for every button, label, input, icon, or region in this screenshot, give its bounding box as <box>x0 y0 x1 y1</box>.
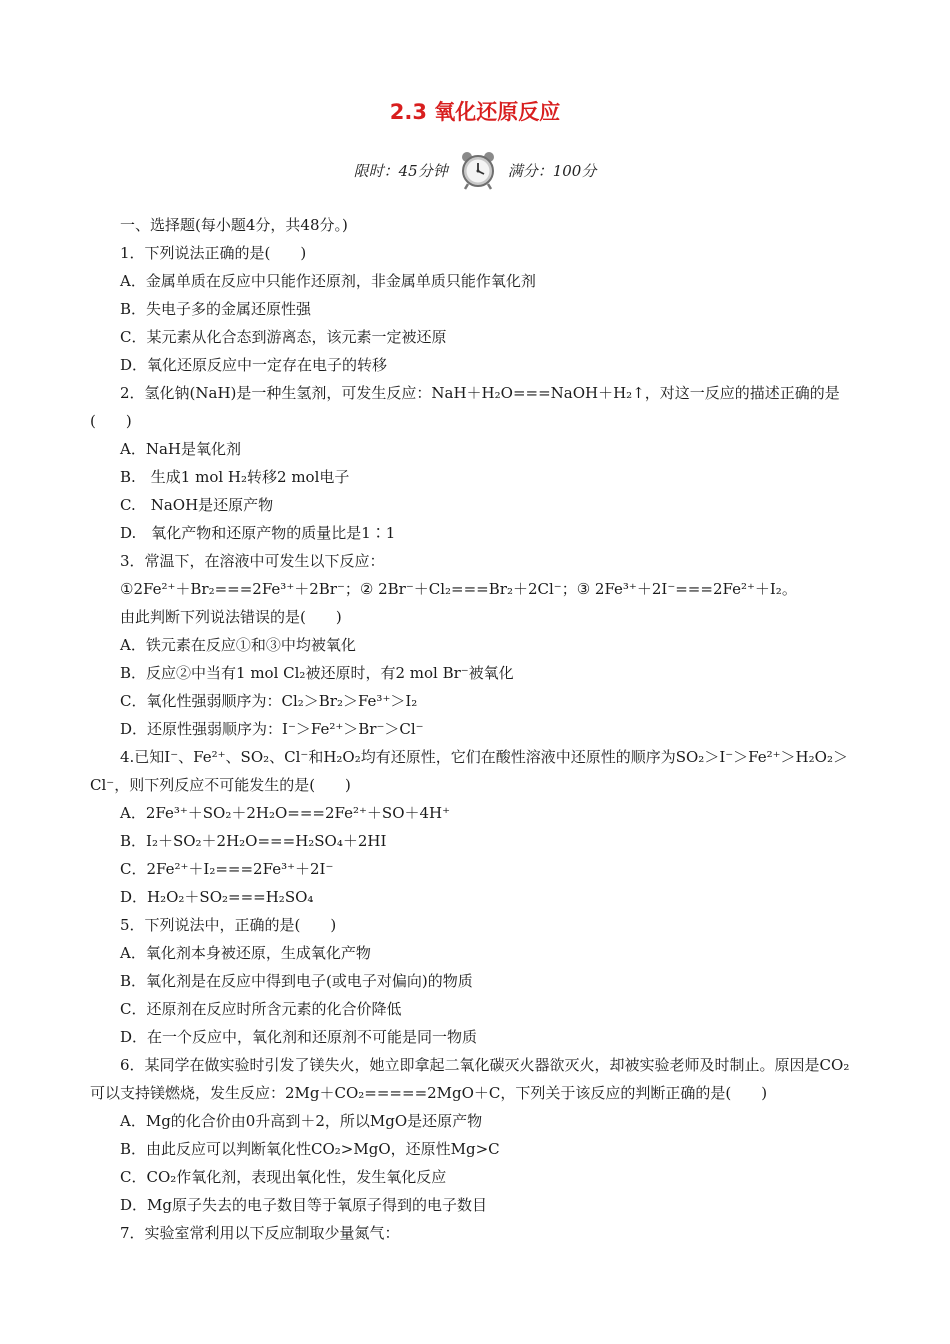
section-heading: 一、选择题(每小题4分，共48分。) <box>120 216 348 234</box>
reaction-equations: ①2Fe²⁺＋Br₂===2Fe³⁺＋2Br⁻；② 2Br⁻＋Cl₂===Br₂＋2Cl⁻；③ 2Fe³⁺＋2I⁻===2Fe²⁺＋I₂。 <box>120 580 797 598</box>
option-d: D. 氧化产物和还原产物的质量比是1∶1 <box>120 524 396 542</box>
alarm-clock-icon <box>458 150 498 190</box>
option-c: C．某元素从化合态到游离态，该元素一定被还原 <box>120 328 447 346</box>
option-d: D．还原性强弱顺序为：I⁻＞Fe²⁺＞Br⁻＞Cl⁻ <box>120 720 424 738</box>
option-b: B．反应②中当有1 mol Cl₂被还原时，有2 mol Br⁻被氧化 <box>120 664 514 682</box>
option-b: B．氧化剂是在反应中得到电子(或电子对偏向)的物质 <box>120 972 473 990</box>
question-stem: 5．下列说法中，正确的是( ) <box>120 916 337 934</box>
question-stem: 6．某同学在做实验时引发了镁失火，她立即拿起二氧化碳灭火器欲灭火，却被实验老师及时制止。原因是CO₂可以支持镁燃烧，发生反应：2Mg＋CO₂=====2MgO＋C，下列关于该反应的判断正确的是( ) <box>90 1056 850 1102</box>
question-prompt: 由此判断下列说法错误的是( ) <box>120 608 342 626</box>
option-a: A．NaH是氧化剂 <box>120 440 241 458</box>
option-a: A．Mg的化合价由0升高到＋2，所以MgO是还原产物 <box>120 1112 483 1130</box>
option-d: D．Mg原子失去的电子数目等于氧原子得到的电子数目 <box>120 1196 487 1214</box>
question-list <box>90 211 860 1247</box>
option-a: A．2Fe³⁺＋SO₂＋2H₂O===2Fe²⁺＋SO＋4H⁺ <box>120 804 451 822</box>
option-b: B．I₂＋SO₂＋2H₂O===H₂SO₄＋2HI <box>120 832 387 850</box>
question-stem: 2．氢化钠(NaH)是一种生氢剂，可发生反应：NaH＋H₂O===NaOH＋H₂↑，对这一反应的描述正确的是( ) <box>90 384 840 430</box>
option-b: B. 生成1 mol H₂转移2 mol电子 <box>120 468 350 486</box>
option-d: D．氧化还原反应中一定存在电子的转移 <box>120 356 388 374</box>
option-c: C．CO₂作氧化剂，表现出氧化性，发生氧化反应 <box>120 1168 447 1186</box>
option-b: B．由此反应可以判断氧化性CO₂>MgO，还原性Mg>C <box>120 1140 500 1158</box>
option-a: A．金属单质在反应中只能作还原剂，非金属单质只能作氧化剂 <box>120 272 536 290</box>
question-stem: 3．常温下，在溶液中可发生以下反应： <box>120 552 385 570</box>
option-d: D．H₂O₂＋SO₂===H₂SO₄ <box>120 888 314 906</box>
question-stem: 4.已知I⁻、Fe²⁺、SO₂、Cl⁻和H₂O₂均有还原性，它们在酸性溶液中还原性的顺序为SO₂＞I⁻＞Fe²⁺＞H₂O₂＞Cl⁻，则下列反应不可能发生的是( ) <box>90 748 848 794</box>
option-c: C．还原剂在反应时所含元素的化合价降低 <box>120 1000 402 1018</box>
option-c: C. NaOH是还原产物 <box>120 496 274 514</box>
question-stem: 7．实验室常利用以下反应制取少量氮气： <box>120 1224 400 1242</box>
option-b: B．失电子多的金属还原性强 <box>120 300 312 318</box>
option-d: D．在一个反应中，氧化剂和还原剂不可能是同一物质 <box>120 1028 478 1046</box>
exam-meta <box>0 150 950 190</box>
page-title: 2.3 氧化还原反应 <box>389 100 561 124</box>
question-stem: 1．下列说法正确的是( ) <box>120 244 307 262</box>
option-a: A．氧化剂本身被还原，生成氧化产物 <box>120 944 371 962</box>
time-limit: 限时：45分钟 <box>353 161 448 180</box>
option-c: C．氧化性强弱顺序为：Cl₂＞Br₂＞Fe³⁺＞I₂ <box>120 692 418 710</box>
option-c: C．2Fe²⁺＋I₂===2Fe³⁺＋2I⁻ <box>120 860 334 878</box>
option-a: A．铁元素在反应①和③中均被氧化 <box>120 636 356 654</box>
full-score: 满分：100分 <box>507 161 597 180</box>
